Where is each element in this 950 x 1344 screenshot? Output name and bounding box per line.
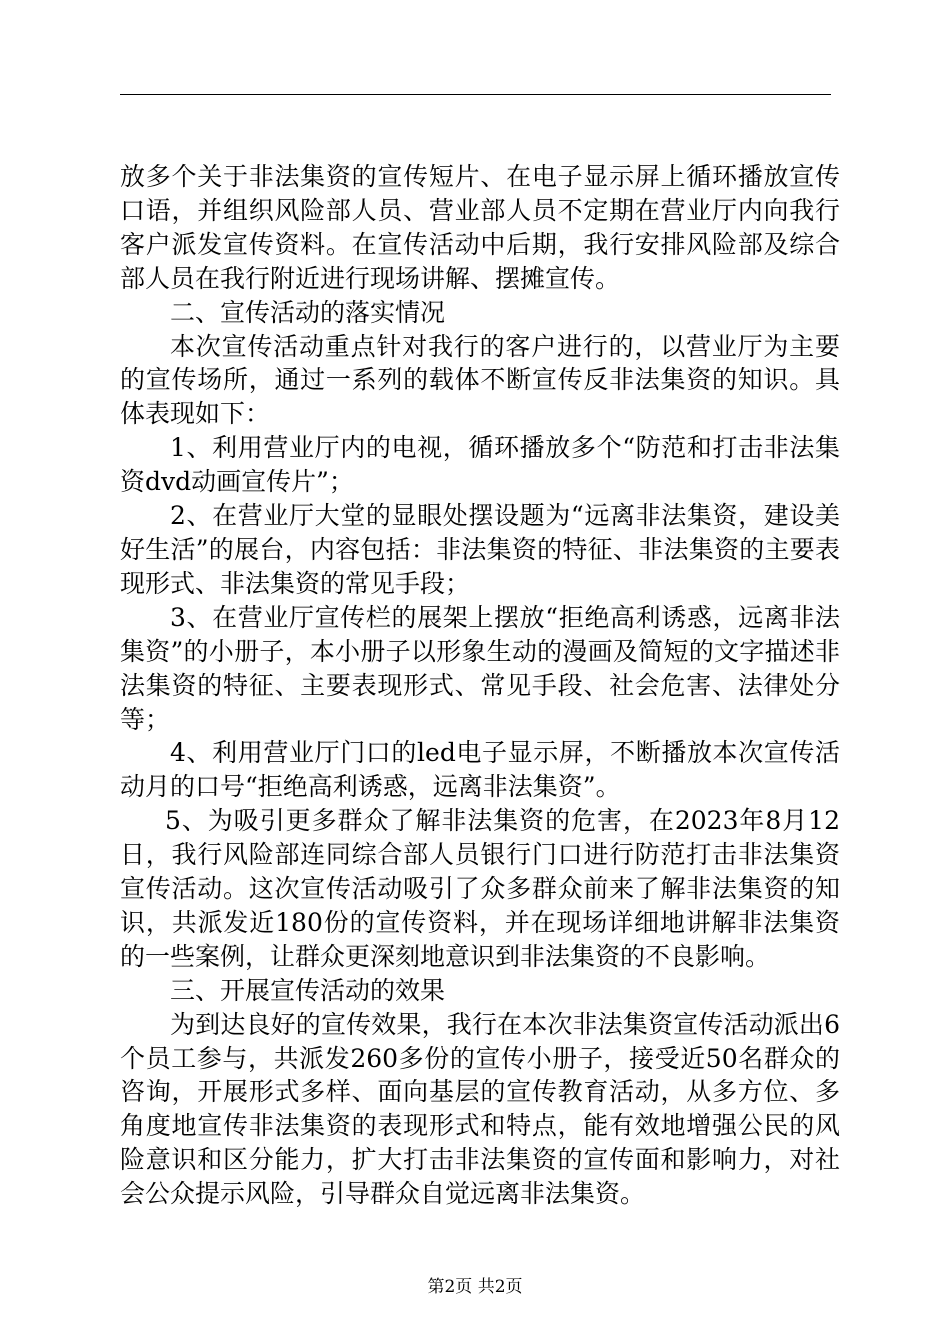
paragraph-continuation: 放多个关于非法集资的宣传短片、在电子显示屏上循环播放宣传口语，并组织风险部人员、营业部人员不定期在营业厅内向我行客户派发宣传资料。在宣传活动中后期，我行安排风险部及综合部人员在我行附近进行现场讲解、摆摊宣传。 bbox=[120, 162, 840, 293]
list-item-4: 4、利用营业厅门口的led电子显示屏，不断播放本次宣传活动月的口号“拒绝高利诱惑，远离非法集资”。 bbox=[120, 738, 840, 802]
section-heading-3: 三、开展宣传活动的效果 bbox=[170, 975, 446, 1005]
list-item-5: 5、为吸引更多群众了解非法集资的危害，在2023年8月12日，我行风险部连同综合部人员银行门口进行防范打击非法集资宣传活动。这次宣传活动吸引了众多群众前来了解非法集资的知识，共派发近180份的宣传资料，并在现场详细地讲解非法集资的一些案例，让群众更深刻地意识到非法集资的不良影响。 bbox=[120, 806, 840, 971]
paragraph-intro: 本次宣传活动重点针对我行的客户进行的，以营业厅为主要的宣传场所，通过一系列的载体不断宣传反非法集资的知识。具体表现如下： bbox=[120, 331, 840, 429]
list-item-3: 3、在营业厅宣传栏的展架上摆放“拒绝高利诱惑，远离非法集资”的小册子，本小册子以形象生动的漫画及简短的文字描述非法集资的特征、主要表现形式、常见手段、社会危害、法律处分等； bbox=[120, 602, 840, 734]
section-heading-2: 二、宣传活动的落实情况 bbox=[170, 297, 446, 327]
list-item-2: 2、在营业厅大堂的显眼处摆设题为“远离非法集资，建设美好生活”的展台，内容包括：非法集资的特征、非法集资的主要表现形式、非法集资的常见手段； bbox=[120, 501, 840, 598]
document-body bbox=[120, 160, 840, 1211]
paragraph-effects: 为到达良好的宣传效果，我行在本次非法集资宣传活动派出6个员工参与，共派发260多份的宣传小册子，接受近50名群众的咨询，开展形式多样、面向基层的宣传教育活动，从多方位、多角度地宣传非法集资的表现形式和特点，能有效地增强公民的风险意识和区分能力，扩大打击非法集资的宣传面和影响力，对社会公众提示风险，引导群众自觉远离非法集资。 bbox=[120, 1009, 840, 1209]
list-item-1: 1、利用营业厅内的电视，循环播放多个“防范和打击非法集资dvd动画宣传片”； bbox=[120, 433, 840, 497]
page-number: 第2页 共2页 bbox=[427, 1277, 523, 1297]
header-rule bbox=[120, 94, 831, 95]
